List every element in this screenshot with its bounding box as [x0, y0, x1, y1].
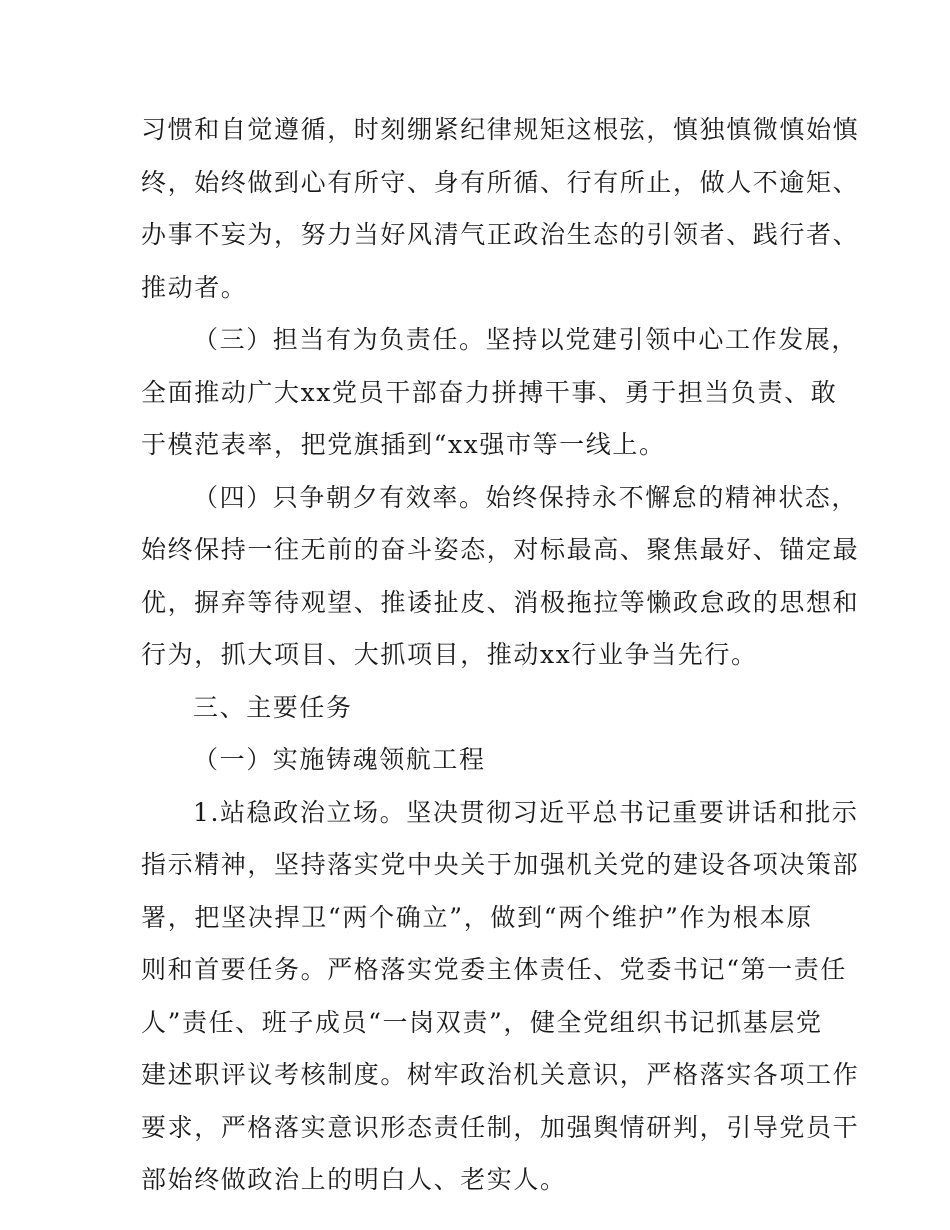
text-line: 习惯和自觉遵循，时刻绷紧纪律规矩这根弦，慎独慎微慎始慎 — [141, 115, 860, 144]
text-line: 署，把坚决捍卫“两个确立”，做到“两个维护”作为根本原 — [141, 902, 813, 932]
text-line: 办事不妄为，努力当好风清气正政治生态的引领者、践行者、 — [141, 220, 860, 249]
text-line: 指示精神，坚持落实党中央关于加强机关党的建设各项决策部 — [141, 850, 860, 879]
document-body — [141, 104, 860, 1207]
text-line: 部始终做政治上的明白人、老实人。 — [141, 1165, 567, 1194]
text-line: 建述职评议考核制度。树牢政治机关意识，严格落实各项工作 — [141, 1060, 860, 1089]
text-line: 终，始终做到心有所守、身有所循、行有所止，做人不逾矩、 — [141, 167, 860, 197]
text-line: 始终保持一往无前的奋斗姿态，对标最高、聚焦最好、锚定最 — [141, 535, 860, 564]
text-line: 全面推动广大xx党员干部奋力拼搏干事、勇于担当负责、敢 — [141, 377, 838, 407]
text-line: 要求，严格落实意识形态责任制，加强舆情研判，引导党员干 — [141, 1112, 860, 1142]
text-line: 行为，抓大项目、大抓项目，推动xx行业争当先行。 — [141, 640, 758, 669]
section-heading-3: （三）担当有为负责任。坚持以党建引领中心工作发展， — [193, 325, 859, 354]
text-line: 于模范表率，把党旗插到“xx强市等一线上。 — [141, 430, 666, 459]
text-line: 则和首要任务。严格落实党委主体责任、党委书记“第一责任 — [141, 955, 847, 984]
item-heading: 1.站稳政治立场。坚决贯彻习近平总书记重要讲话和批示 — [193, 797, 859, 827]
section-heading-4: （四）只争朝夕有效率。始终保持永不懈怠的精神状态， — [193, 482, 859, 512]
chapter-heading: 三、主要任务 — [193, 692, 353, 722]
text-line: 推动者。 — [141, 272, 248, 302]
text-line: 优，摒弃等待观望、推诿扯皮、消极拖拉等懒政怠政的思想和 — [141, 587, 860, 617]
subsection-heading: （一）实施铸魂领航工程 — [193, 745, 486, 774]
text-line: 人”责任、班子成员“一岗双责”，健全党组织书记抓基层党 — [141, 1007, 823, 1037]
